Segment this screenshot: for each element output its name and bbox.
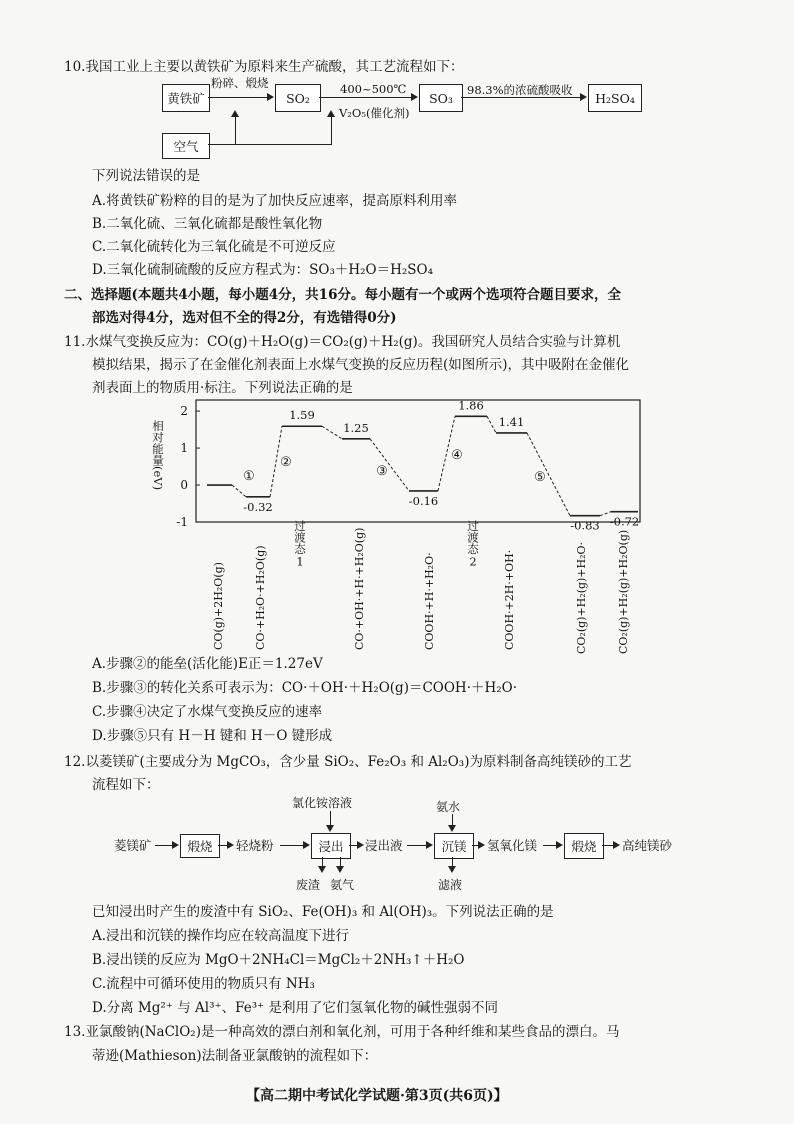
q10-option-b: B.二氧化硫、三氧化硫都是酸性氧化物 [92, 216, 323, 232]
arrow-right-icon [411, 93, 418, 101]
species-label: CO₂(g)+H₂(g)+H₂O(g) [617, 529, 630, 654]
flow-line [235, 116, 236, 145]
section2-heading-line2: 部选对得4分，选对但不全的得2分，有选错得0分) [92, 310, 397, 326]
flow-label-mgoh2: 氢氧化镁 [487, 838, 538, 853]
flow-box-leach: 浸出 [311, 833, 351, 859]
flow-label-leachate: 浸出液 [365, 838, 403, 853]
y-tick-label: 1 [180, 441, 188, 456]
q12-option-b: B.浸出镁的反应为 MgO＋2NH₄Cl＝MgCl₂＋2NH₃↑＋H₂O [92, 952, 465, 968]
q11-option-d: D.步骤⑤只有 H－H 键和 H－O 键形成 [92, 728, 333, 744]
energy-value-label: -0.83 [570, 518, 600, 533]
q11-stem-line3: 剂表面上的物质用·标注。下列说法正确的是 [92, 380, 353, 396]
flow-line [208, 144, 332, 145]
q12-option-d: D.分离 Mg²⁺ 与 Al³⁺、Fe³⁺ 是利用了它们氢氧化物的碱性强弱不同 [92, 1000, 499, 1016]
q12-stem-line2: 流程如下： [92, 777, 160, 793]
energy-value-label: 1.86 [458, 398, 484, 413]
arrow-right-icon [357, 841, 364, 849]
energy-value-label: -0.32 [243, 499, 273, 514]
flow-arrow-line [155, 845, 173, 846]
energy-value-label: 1.41 [498, 414, 525, 429]
flow-label-ammonia-gas: 氨气 [330, 878, 355, 892]
flow-box-precipitate: 沉镁 [434, 833, 474, 859]
flow-label-product: 高纯镁砂 [622, 838, 673, 853]
flow-box-so2: SO₂ [275, 84, 321, 112]
flow-label-temperature: 400~500℃ [340, 82, 407, 96]
arrow-down-icon [448, 825, 456, 832]
arrow-right-icon [613, 841, 620, 849]
q11-option-a: A.步骤②的能垒(活化能)E正＝1.27eV [92, 656, 323, 672]
species-label: COOH·+H·+H₂O· [423, 552, 436, 650]
q11-stem-line2: 模拟结果，揭示了在金催化剂表面上水煤气变换的反应历程(如图所示)，其中吸附在金催化 [92, 357, 630, 373]
q12-stem-line1: 12.以菱镁矿(主要成分为 MgCO₃，含少量 SiO₂、Fe₂O₃ 和 Al₂O₃)为原料制备高纯镁砂的工艺 [64, 754, 632, 770]
q12-option-a: A.浸出和沉镁的操作均应在较高温度下进行 [92, 928, 350, 944]
q11-option-c: C.步骤④决定了水煤气变换反应的速率 [92, 704, 323, 720]
species-label: CO·+H₂O·+H₂O(g) [254, 545, 267, 650]
flow-line [331, 116, 332, 145]
flow-box-so3: SO₃ [419, 84, 463, 112]
flow-arrow-line [543, 845, 557, 846]
q13-stem-line1: 13.亚氯酸钠(NaClO₂)是一种高效的漂白剂和氧化剂，可用于各种纤维和某些食品的漂白。马 [64, 1024, 620, 1040]
arrow-down-icon [318, 866, 326, 873]
energy-value-label: -0.72 [609, 514, 640, 529]
arrow-right-icon [478, 841, 485, 849]
flow-label-step1: 粉碎、煅烧 [211, 76, 269, 90]
y-tick-label: 2 [180, 404, 188, 419]
arrow-right-icon [227, 841, 234, 849]
transition-connector [322, 426, 342, 439]
species-label: CO₂(g)+H₂(g)+H₂O· [575, 541, 588, 654]
flow-box-h2so4: H₂SO₄ [588, 84, 642, 112]
transition-connector [487, 416, 496, 433]
q11-stem-line1: 11.水煤气变换反应为：CO(g)＋H₂O(g)＝CO₂(g)＋H₂(g)。我国研究人员结合实验与计算机 [64, 334, 621, 350]
energy-profile-chart [0, 392, 794, 662]
flow-box-air: 空气 [162, 133, 210, 159]
arrow-up-icon [327, 110, 335, 117]
flow-arrow-line [319, 97, 412, 98]
q13-stem-line2: 蒂逊(Mathieson)法制备亚氯酸钠的流程如下： [92, 1048, 378, 1064]
arrow-right-icon [426, 841, 433, 849]
transition-connector [232, 485, 246, 497]
chart-ylabel: 相对能量(eV) [151, 420, 165, 491]
energy-value-label: 1.25 [343, 420, 369, 435]
flow-arrow-line [330, 811, 331, 826]
species-label: 过渡态2 [466, 520, 480, 569]
flow-label-nh4cl: 氯化铵溶液 [292, 796, 353, 810]
flow-label-ore: 菱镁矿 [114, 838, 152, 853]
q10-prompt: 下列说法错误的是 [92, 168, 200, 184]
arrow-up-icon [231, 110, 239, 117]
arrow-right-icon [172, 841, 179, 849]
q12-option-c: C.流程中可循环使用的物质只有 NH₃ [92, 976, 315, 992]
arrow-down-icon [448, 866, 456, 873]
flow-box-calcine2: 煅烧 [564, 833, 604, 859]
y-tick-label: 0 [180, 478, 188, 493]
flow-label-filtrate: 滤液 [438, 878, 463, 892]
flow-label-catalyst: V₂O₅(催化剂) [339, 106, 410, 120]
species-label: COOH·+2H·+OH· [503, 549, 516, 650]
arrow-right-icon [556, 841, 563, 849]
flow-box-pyrite: 黄铁矿 [162, 84, 210, 112]
step-marker: ③ [376, 464, 388, 479]
arrow-right-icon [580, 93, 587, 101]
species-label: CO·+OH·+H·+H₂O(g) [353, 527, 366, 650]
step-marker: ⑤ [534, 470, 546, 485]
arrow-right-icon [303, 841, 310, 849]
energy-value-label: -0.16 [408, 493, 439, 508]
step-marker: ① [243, 469, 255, 484]
flow-box-calcine1: 煅烧 [180, 834, 220, 858]
flow-arrow-line [407, 845, 427, 846]
species-label: 过渡态1 [293, 520, 307, 569]
flow-label-absorb: 98.3%的浓硫酸吸收 [467, 83, 573, 97]
arrow-right-icon [267, 93, 274, 101]
flow-label-light-powder: 轻烧粉 [236, 838, 274, 853]
flow-label-ammonia-water: 氨水 [436, 800, 461, 814]
species-label: CO(g)+2H₂O(g) [212, 562, 225, 650]
section2-heading-line1: 二、选择题(本题共4小题，每小题4分，共16分。每小题有一个或两个选项符合题目要求，全 [64, 287, 621, 303]
q10-option-d: D.三氧化硫制硫酸的反应方程式为：SO₃＋H₂O＝H₂SO₄ [92, 262, 434, 278]
flow-arrow-line [208, 97, 268, 98]
q10-option-c: C.二氧化硫转化为三氧化硫是不可逆反应 [92, 239, 336, 255]
flow-arrow-line [280, 845, 304, 846]
step-marker: ② [280, 455, 292, 470]
q12-known: 已知浸出时产生的废渣中有 SiO₂、Fe(OH)₃ 和 Al(OH)₃。下列说法正确的是 [92, 904, 554, 920]
page-footer: 【高二期中考试化学试题·第3页(共6页)】 [246, 1088, 508, 1104]
arrow-down-icon [326, 825, 334, 832]
energy-value-label: 1.59 [289, 408, 315, 423]
q10-stem: 10.我国工业上主要以黄铁矿为原料来生产硫酸，其工艺流程如下： [64, 59, 464, 75]
q10-option-a: A.将黄铁矿粉粹的目的是为了加快反应速率，提高原料利用率 [92, 193, 458, 209]
q11-option-b: B.步骤③的转化关系可表示为：CO·＋OH·＋H₂O(g)＝COOH·＋H₂O· [92, 680, 518, 696]
step-marker: ④ [451, 448, 463, 463]
flow-arrow-line [461, 97, 581, 98]
y-tick-label: -1 [176, 515, 188, 529]
flow-label-residue: 废渣 [296, 878, 321, 892]
arrow-down-icon [336, 866, 344, 873]
